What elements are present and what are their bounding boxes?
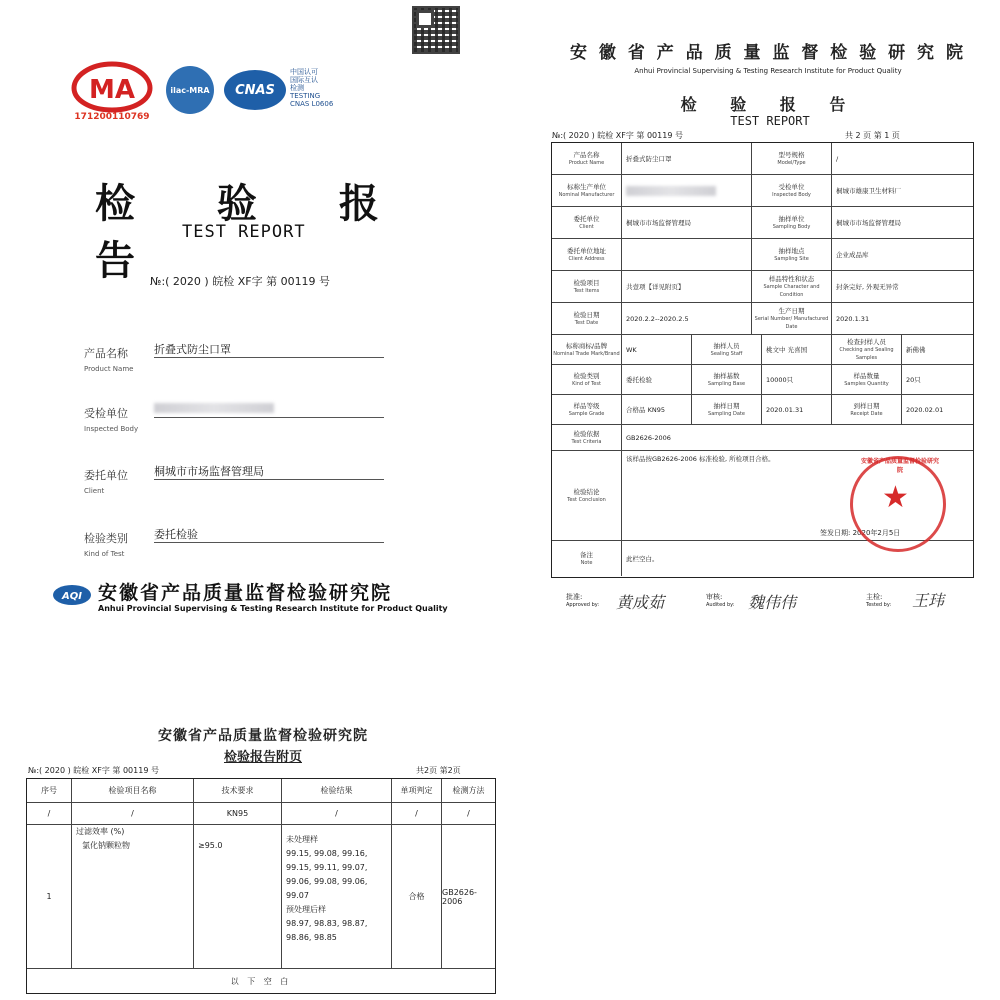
field-label: 委托单位 (84, 469, 128, 482)
cell-en: Sampling Base (707, 380, 746, 387)
table-cell: / (282, 803, 392, 825)
label-cell (832, 335, 902, 365)
cell-en: Sampling Body (772, 223, 811, 230)
cell-en: Samples Quantity (844, 380, 889, 387)
label-cell (832, 365, 902, 395)
aqi-logo-text: AQI (62, 591, 82, 602)
cell-cn: 抽样单位 (778, 214, 805, 223)
cell-cn: 标称商标/品牌 (565, 341, 608, 350)
ma-logo-text: MA (89, 75, 135, 105)
judgement-cell: 合格 (392, 825, 442, 969)
conclusion-value: 该样品按GB2626-2006 标准检验, 所检项目合格。 (622, 451, 973, 541)
appendix-report-number: №:( 2020 ) 皖检 XF字 第 00119 号 (28, 766, 159, 775)
cell-en: Receipt Date (850, 410, 883, 417)
label-cell (552, 175, 622, 207)
field-kind-of-test (84, 530, 384, 574)
value-cell: WK (622, 335, 692, 365)
cell-cn: 产品名称 (573, 150, 600, 159)
item-name-line: 氯化钠颗粒物 (82, 841, 130, 850)
ilac-mra-logo: ilac-MRA (166, 66, 214, 114)
item-name-cell (72, 825, 194, 969)
label-cell (552, 451, 622, 541)
cnas-text (290, 68, 350, 108)
field-value: 折叠式防尘口罩 (154, 341, 384, 358)
approved-block (566, 592, 599, 608)
cell-cn: 检验依据 (573, 429, 600, 438)
cell-en: Client (579, 223, 594, 230)
requirement-cell (194, 825, 282, 969)
cell-en: Sealing Staff (710, 350, 743, 357)
cell-cn: 委托单位 (573, 214, 600, 223)
ma-number: 171200110769 (74, 112, 150, 122)
cell-cn: 抽样日期 (713, 401, 740, 410)
label-cell (692, 395, 762, 425)
cover-report-number: №:( 2020 ) 皖检 XF字 第 00119 号 (150, 275, 331, 288)
approved-signature: 黄成茹 (616, 593, 665, 612)
table-cell: KN95 (194, 803, 282, 825)
col-header: 单项判定 (392, 779, 442, 803)
col-header: 技术要求 (194, 779, 282, 803)
qr-code-icon (412, 6, 460, 54)
result-line: 99.07 (286, 891, 309, 900)
value-cell: 桐城市市场监督管理局 (622, 207, 752, 239)
label-cell (552, 303, 622, 335)
cell-cn: 检验日期 (573, 310, 600, 319)
col-header: 检验项目名称 (72, 779, 194, 803)
value-cell-redacted (622, 175, 752, 207)
cell-en: Serial Number/ Manufactured Date (754, 315, 829, 330)
cell-en: Sampling Site (774, 255, 809, 262)
cell-en: Note (580, 559, 593, 566)
label-cell (832, 395, 902, 425)
cell-cn: 到样日期 (853, 401, 880, 410)
cell-en: Sample Character and Condition (763, 283, 820, 298)
cell-en: Test Conclusion (567, 496, 606, 503)
result-line: 99.15, 99.08, 99.16, (286, 849, 368, 858)
value-cell: 2020.01.31 (762, 395, 832, 425)
cell-en: Model/Type (777, 159, 806, 166)
value-cell: 企业成品库 (832, 239, 973, 271)
cell-cn: 样品等级 (573, 401, 600, 410)
redaction-blur (154, 403, 274, 413)
value-cell: 共壹项【详见附页】 (622, 271, 752, 303)
cnas-line: 中国认可 (290, 68, 318, 76)
value-cell: 桐城市市场监督管理局 (832, 207, 973, 239)
field-label-en: Inspected Body (84, 425, 139, 433)
seal-text: 安徽省产品质量监督检验研究院 (860, 458, 939, 474)
cell-en: Sampling Date (708, 410, 745, 417)
label-cell (752, 143, 832, 175)
result-cell (282, 825, 392, 969)
cnas-line: TESTING (290, 92, 321, 100)
approved-label: 批准: (566, 593, 583, 601)
cell-cn: 委托单位地址 (567, 246, 606, 255)
cell-en: Kind of Test (572, 380, 601, 387)
table-cell: / (27, 803, 72, 825)
tested-block (866, 592, 891, 608)
cell-cn: 受检单位 (778, 182, 805, 191)
tested-label-en: Tested by: (866, 602, 892, 608)
field-value-redacted (154, 401, 384, 418)
cnas-line: 检测 (290, 84, 304, 92)
report-page-count: 共 2 页 第 1 页 (845, 131, 900, 140)
field-label-en: Product Name (84, 365, 134, 373)
institute-name-en: Anhui Provincial Supervising & Testing Research Institute for Product Quality (98, 604, 448, 613)
cell-cn: 型号规格 (778, 150, 805, 159)
result-line: 未处理样 (286, 835, 318, 844)
table-cell: / (392, 803, 442, 825)
label-cell (752, 303, 832, 335)
report-title-cn: 检 验 报 告 (680, 95, 860, 114)
label-cell (552, 207, 622, 239)
value-cell: 委托检验 (622, 365, 692, 395)
item-number: 1 (27, 825, 72, 969)
label-cell (552, 335, 622, 365)
cell-cn: 抽样地点 (778, 246, 805, 255)
col-header: 序号 (27, 779, 72, 803)
value-cell: 新佛佛 (902, 335, 973, 365)
criteria-value: GB2626-2006 (622, 425, 973, 451)
item-name-line: 过滤效率 (%) (76, 827, 125, 836)
col-header: 检测方法 (442, 779, 495, 803)
value-cell: 2020.1.31 (832, 303, 973, 335)
appendix-institute: 安徽省产品质量监督检验研究院 (158, 728, 368, 744)
value-cell: 封条完好, 外观无异常 (832, 271, 973, 303)
institute-name-cn: 安徽省产品质量监督检验研究院 (98, 582, 393, 604)
table-cell: / (442, 803, 495, 825)
field-value: 桐城市市场监督管理局 (154, 463, 384, 480)
report-institute-cn: 安 徽 省 产 品 质 量 监 督 检 验 研 究 院 (570, 43, 966, 63)
audited-label: 审核: (706, 593, 723, 601)
cell-cn: 备注 (580, 550, 593, 559)
result-line: 99.06, 99.08, 99.06, (286, 877, 368, 886)
tested-signature: 王玮 (912, 591, 945, 610)
label-cell (552, 271, 622, 303)
field-value: 委托检验 (154, 526, 384, 543)
cell-en: Sample Grade (568, 410, 605, 417)
appendix-table (26, 778, 496, 994)
cell-cn: 检验结论 (573, 487, 600, 496)
field-product-name (84, 345, 384, 389)
method-cell: GB2626-2006 (442, 825, 495, 969)
issue-date: 签发日期: 2020年2月5日 (820, 529, 901, 537)
cell-cn: 标称生产单位 (567, 182, 606, 191)
label-cell (692, 335, 762, 365)
tested-label: 主检: (866, 593, 883, 601)
label-cell (552, 143, 622, 175)
audited-signature: 魏伟伟 (748, 593, 797, 612)
redaction-blur (626, 186, 716, 196)
cover-title: 检 验 报 告 (95, 180, 413, 284)
cell-en: Test Items (573, 287, 600, 294)
result-line: 98.86, 98.85 (286, 933, 337, 942)
value-cell: 桃文中 光喜国 (762, 335, 832, 365)
value-cell: 桐城市雄康卫生材料厂 (832, 175, 973, 207)
cnas-line: CNAS L0606 (290, 100, 334, 108)
label-cell (552, 395, 622, 425)
result-line: 98.97, 98.83, 98.87, (286, 919, 368, 928)
value-cell (622, 239, 752, 271)
value-cell: / (832, 143, 973, 175)
label-cell (552, 365, 622, 395)
value-cell: 2020.02.01 (902, 395, 973, 425)
field-label: 受检单位 (84, 407, 128, 420)
approved-label-en: Approved by: (566, 602, 600, 608)
col-header: 检验结果 (282, 779, 392, 803)
table-footer: 以 下 空 白 (230, 976, 292, 986)
cell-cn: 样品数量 (853, 371, 880, 380)
aqi-logo-icon (52, 584, 92, 606)
value-cell: 10000只 (762, 365, 832, 395)
cell-cn: 检查封样人员 (847, 337, 886, 346)
cell-en: Test Date (574, 319, 599, 326)
cell-cn: 检验项目 (573, 278, 600, 287)
appendix-page-count: 共2页 第2页 (416, 766, 461, 775)
report-institute-en: Anhui Provincial Supervising & Testing Research Institute for Product Quality (634, 67, 902, 75)
cover-page (0, 0, 500, 640)
label-cell (552, 239, 622, 271)
cell-cn: 抽样基数 (713, 371, 740, 380)
cell-cn: 检验类别 (573, 371, 600, 380)
cell-cn: 抽样人员 (713, 341, 740, 350)
label-cell (752, 239, 832, 271)
field-label-en: Kind of Test (84, 550, 125, 558)
cell-cn: 生产日期 (778, 306, 805, 315)
report-number: №:( 2020 ) 皖检 XF字 第 00119 号 (552, 131, 683, 140)
cell-en: Product Name (568, 159, 605, 166)
value-cell: 2020.2.2--2020.2.5 (622, 303, 752, 335)
label-cell (752, 207, 832, 239)
cnas-logo: CNAS (224, 70, 286, 110)
cover-subtitle: TEST REPORT (182, 222, 306, 242)
cell-en: Checking and Sealing Samples (839, 346, 894, 361)
cell-en: Client Address (568, 255, 605, 262)
cell-en: Nominal Manufacturer (558, 191, 615, 198)
label-cell (752, 271, 832, 303)
table-cell: / (72, 803, 194, 825)
field-inspected-body (84, 405, 384, 449)
result-line: 99.15, 99.11, 99.07, (286, 863, 368, 872)
cell-cn: 样品特性和状态 (768, 274, 815, 283)
cell-en: Nominal Trade Mark/Brand (553, 350, 620, 357)
field-label: 检验类别 (84, 532, 128, 545)
label-cell (692, 365, 762, 395)
cell-en: Test Criteria (571, 438, 602, 445)
note-value: 此栏空白。 (626, 554, 659, 563)
seal-star-icon: ★ (882, 480, 909, 515)
audited-label-en: Audited by: (706, 602, 735, 608)
field-label-en: Client (84, 487, 105, 495)
value-cell: 折叠式防尘口罩 (622, 143, 752, 175)
requirement-value: ≥95.0 (198, 841, 223, 850)
appendix-title: 检验报告附页 (223, 750, 302, 765)
cell-en: Inspected Body (772, 191, 811, 198)
value-cell: 20只 (902, 365, 973, 395)
audited-block (706, 592, 734, 608)
value-cell: 合格品 KN95 (622, 395, 692, 425)
cnas-line: 国际互认 (290, 76, 318, 84)
label-cell (752, 175, 832, 207)
report-title-en: TEST REPORT (730, 114, 810, 128)
field-client (84, 467, 384, 511)
field-label: 产品名称 (84, 347, 128, 360)
label-cell (552, 541, 622, 576)
result-line: 预处理后样 (286, 905, 326, 914)
label-cell (552, 425, 622, 451)
